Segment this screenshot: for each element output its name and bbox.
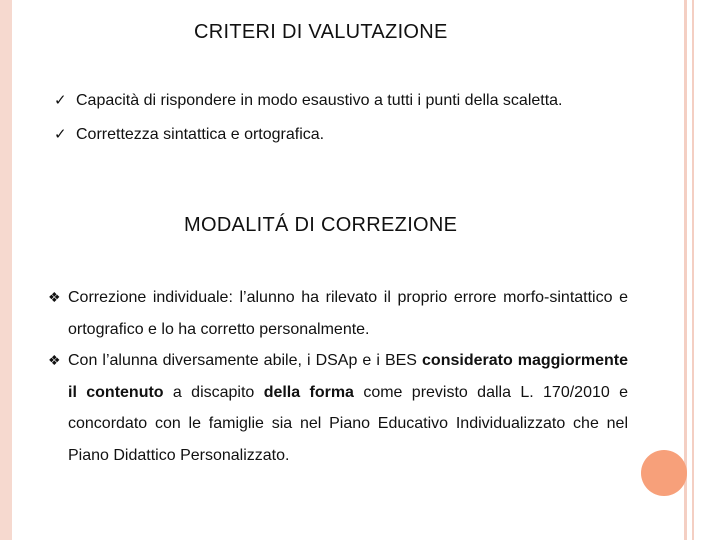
correction-text-bold: della forma bbox=[263, 383, 354, 401]
checkmark-icon: ✓ bbox=[54, 126, 67, 143]
correction-list bbox=[48, 282, 628, 471]
correction-text-bold: considerato maggiormente il contenuto bbox=[68, 352, 629, 401]
decorative-frame-left bbox=[0, 0, 12, 540]
decorative-frame-line bbox=[692, 0, 694, 540]
diamond-bullet-icon: ❖ bbox=[48, 289, 61, 305]
section-title-correction: MODALITÁ DI CORREZIONE bbox=[184, 214, 458, 236]
criteria-list bbox=[54, 90, 563, 158]
decorative-frame-line bbox=[684, 0, 687, 540]
correction-text-part: come previsto dalla L. 170/2010 e concordato con le famiglie sia nel Piano Educativo Individualizzato che nel Piano Didattico Personalizzato. bbox=[68, 383, 629, 464]
checkmark-icon: ✓ bbox=[54, 92, 67, 109]
section-title-criteria: CRITERI DI VALUTAZIONE bbox=[194, 21, 448, 43]
diamond-bullet-icon: ❖ bbox=[48, 352, 61, 368]
list-item bbox=[54, 124, 563, 158]
list-item bbox=[48, 282, 628, 345]
correction-text-part: a discapito bbox=[163, 383, 264, 401]
correction-text: Correzione individuale: l’alunno ha rilevato il proprio errore morfo-sintattico e ortografico e lo ha corretto personalmente. bbox=[68, 289, 628, 338]
decorative-circle bbox=[641, 450, 687, 496]
criteria-text: Capacità di rispondere in modo esaustivo a tutti i punti della scaletta. bbox=[76, 92, 563, 109]
list-item bbox=[48, 345, 628, 471]
criteria-text: Correttezza sintattica e ortografica. bbox=[76, 126, 325, 143]
correction-text-part: Con l’alunna diversamente abile, i DSAp e i BES bbox=[68, 352, 423, 369]
list-item bbox=[54, 90, 563, 124]
